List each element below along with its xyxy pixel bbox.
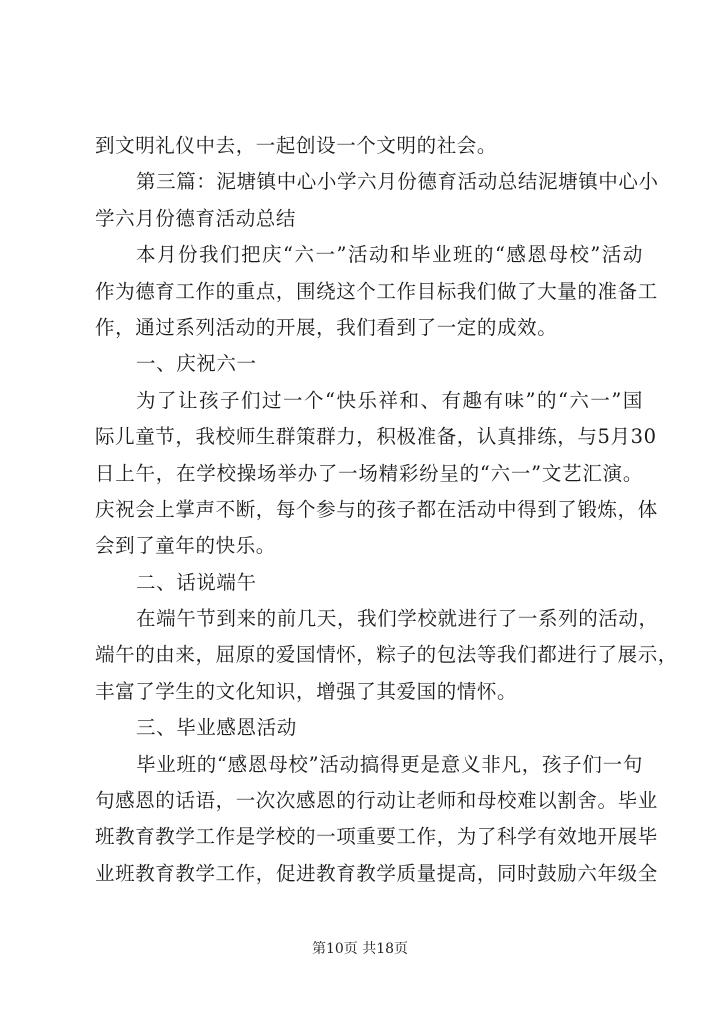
text-line: 句感恩的话语，一次次感恩的行动让老师和母校难以割舍。毕业 xyxy=(95,789,658,813)
text-line: 二、话说端午 xyxy=(136,570,257,594)
text-line: 本月份我们把庆“六一”活动和毕业班的“感恩母校”活动 xyxy=(136,243,643,267)
text-line: 作，通过系列活动的开展，我们看到了一定的成效。 xyxy=(95,315,558,339)
text-line: 业班教育教学工作，促进教育教学质量提高，同时鼓励六年级全 xyxy=(95,861,658,885)
text-line: 班教育教学工作是学校的一项重要工作，为了科学有效地开展毕 xyxy=(95,825,658,849)
text-line: 会到了童年的快乐。 xyxy=(95,534,276,558)
text-line: 毕业班的“感恩母校”活动搞得更是意义非凡，孩子们一句 xyxy=(136,752,643,776)
text-line: 为了让孩子们过一个“快乐祥和、有趣有味”的“六一”国 xyxy=(136,388,643,412)
text-line: 丰富了学生的文化知识，增强了其爱国的情怀。 xyxy=(95,679,518,703)
text-line: 一、庆祝六一 xyxy=(136,352,257,376)
page-number-footer: 第10页 共18页 xyxy=(311,941,409,957)
text-line: 日上午，在学校操场举办了一场精彩纷呈的“六一”文艺汇演。 xyxy=(95,461,643,485)
text-line: 际儿童节，我校师生群策群力，积极准备，认真排练，与5月30 xyxy=(95,425,657,449)
document-body xyxy=(95,128,678,892)
text-line: 到文明礼仪中去，一起创设一个文明的社会。 xyxy=(95,134,498,157)
text-line: 在端午节到来的前几天，我们学校就进行了一系列的活动， xyxy=(136,607,659,631)
text-line: 端午的由来，屈原的爱国情怀，粽子的包法等我们都进行了展示， xyxy=(95,643,678,667)
text-line: 作为德育工作的重点，围绕这个工作目标我们做了大量的准备工 xyxy=(95,279,658,303)
text-line: 庆祝会上掌声不断，每个参与的孩子都在活动中得到了锻炼，体 xyxy=(95,497,658,521)
text-line: 三、毕业感恩活动 xyxy=(136,716,297,740)
text-line: 学六月份德育活动总结 xyxy=(95,206,297,230)
text-line: 第三篇：泥塘镇中心小学六月份德育活动总结泥塘镇中心小 xyxy=(136,170,659,194)
